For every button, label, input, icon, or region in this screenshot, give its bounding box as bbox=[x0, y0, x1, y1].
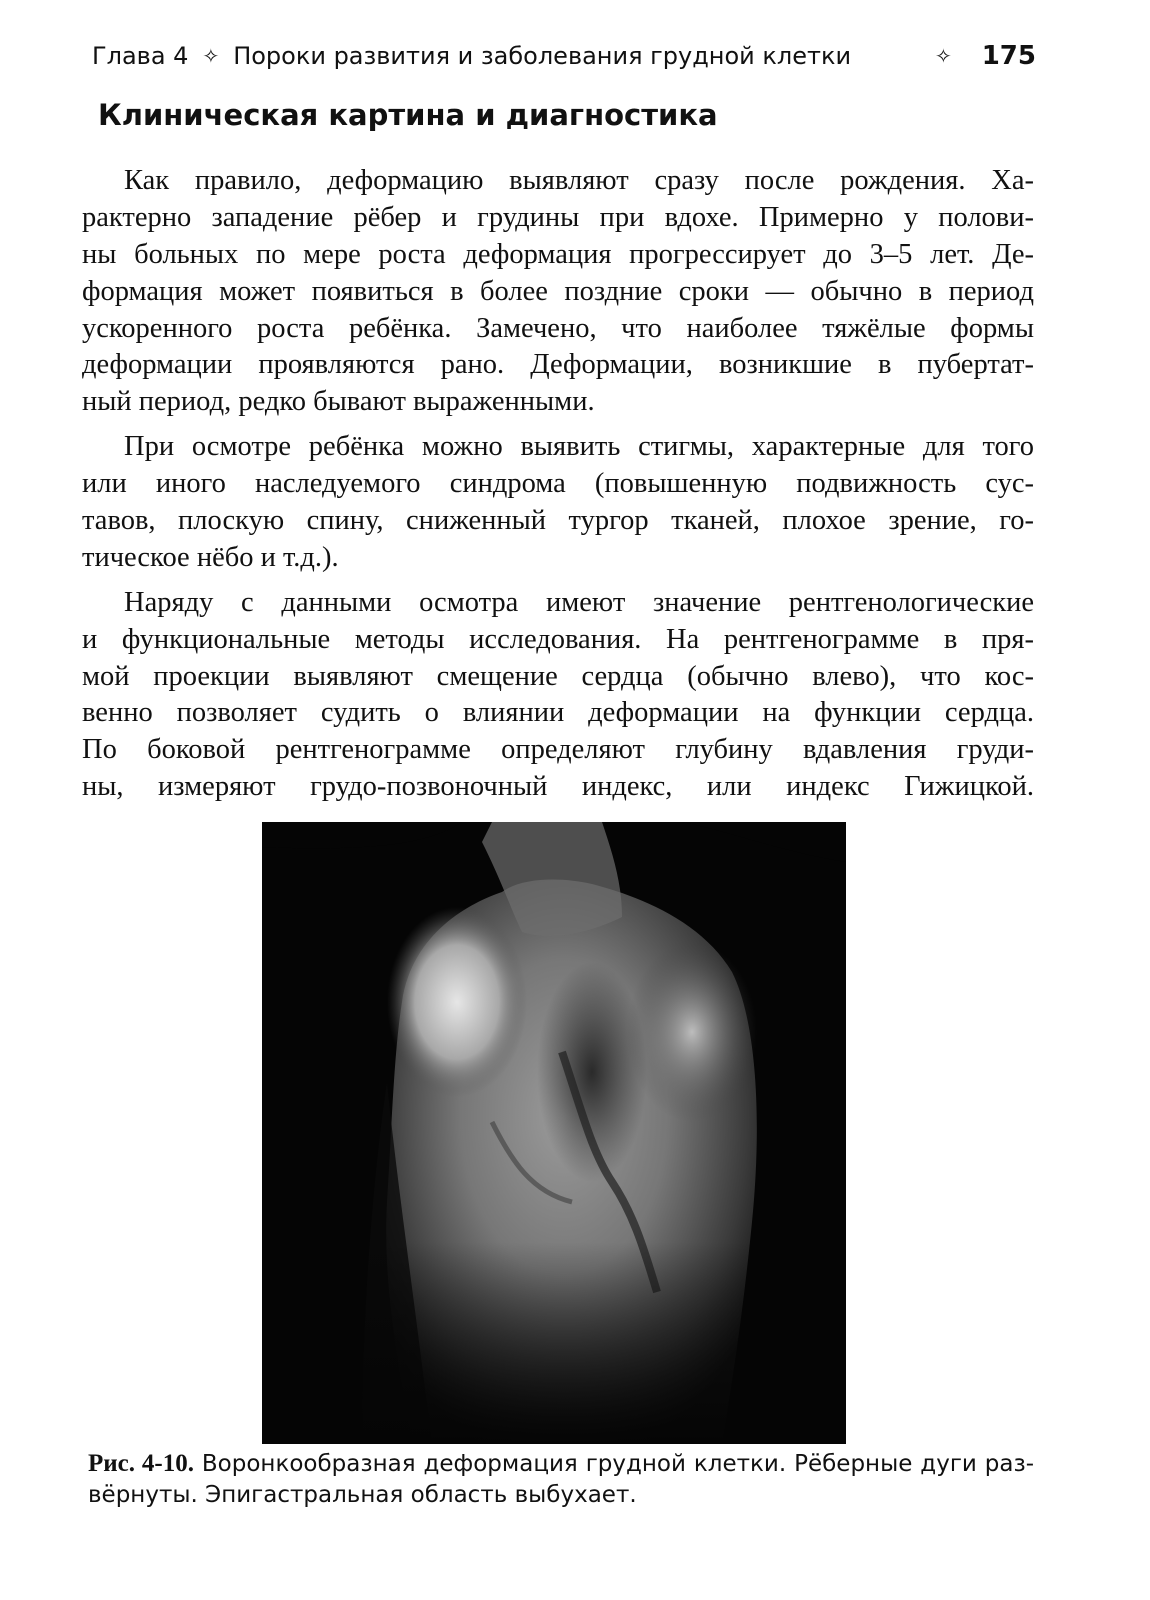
chapter-label: Глава 4 bbox=[92, 42, 189, 70]
running-head bbox=[92, 36, 1036, 76]
text-line: формация может появиться в более поздние сроки — обычно в период bbox=[82, 275, 1034, 307]
text-line: и функциональные методы исследования. На рентгенограмме в пря- bbox=[82, 623, 1034, 655]
text-line: венно позволяет судить о влиянии деформации на функции сердца. bbox=[82, 697, 1034, 729]
text-line: мой проекции выявляют смещение сердца (обычно влево), что кос- bbox=[82, 660, 1034, 692]
text-line: ускоренного роста ребёнка. Замечено, что наиболее тяжёлые формы bbox=[82, 312, 1034, 344]
text-line: ный период, редко бывают выраженными. bbox=[82, 386, 595, 418]
paragraph-2 bbox=[82, 429, 1034, 577]
caption-text: Воронкообразная деформация грудной клетки. Рёберные дуги раз- bbox=[201, 1451, 1035, 1477]
text-line: При осмотре ребёнка можно выявить стигмы, характерные для того bbox=[124, 431, 1034, 463]
chapter-title: Пороки развития и заболевания грудной клетки bbox=[233, 42, 852, 70]
text-line: или иного наследуемого синдрома (повышенную подвижность сус- bbox=[82, 468, 1034, 500]
caption-line: вёрнуты. Эпигастральная область выбухает. bbox=[88, 1482, 637, 1508]
figure-label: Рис. 4-10. bbox=[88, 1450, 194, 1477]
figure-caption bbox=[88, 1448, 1034, 1511]
torso-photo-illustration bbox=[262, 822, 846, 1444]
figure-photo bbox=[262, 822, 846, 1444]
page-number: 175 bbox=[981, 41, 1036, 71]
paragraph-1 bbox=[82, 163, 1034, 421]
text-line: По боковой рентгенограмме определяют глубину вдавления груди- bbox=[82, 734, 1034, 766]
text-line: Наряду с данными осмотра имеют значение рентгенологические bbox=[124, 586, 1034, 618]
section-heading: Клиническая картина и диагностика bbox=[98, 98, 718, 132]
text-line: ны больных по мере роста деформация прогрессирует до 3–5 лет. Де- bbox=[82, 238, 1034, 270]
caption-line bbox=[88, 1448, 1034, 1480]
text-line: рактерно западение рёбер и грудины при вдохе. Примерно у полови- bbox=[82, 201, 1034, 233]
paragraph-3 bbox=[82, 585, 1034, 806]
diamond-separator-icon: ✧ bbox=[934, 44, 952, 68]
text-line: тическое нёбо и т.д.). bbox=[82, 541, 339, 573]
body-text bbox=[82, 163, 1034, 814]
text-line: Как правило, деформацию выявляют сразу после рождения. Ха- bbox=[124, 165, 1034, 196]
diamond-separator-icon: ✧ bbox=[202, 44, 220, 68]
text-line: тавов, плоскую спину, сниженный тургор тканей, плохое зрение, го- bbox=[82, 505, 1034, 537]
text-line: деформации проявляются рано. Деформации, возникшие в пубертат- bbox=[82, 349, 1034, 381]
text-line: ны, измеряют грудо-позвоночный индекс, или индекс Гижицкой. bbox=[82, 771, 1034, 803]
